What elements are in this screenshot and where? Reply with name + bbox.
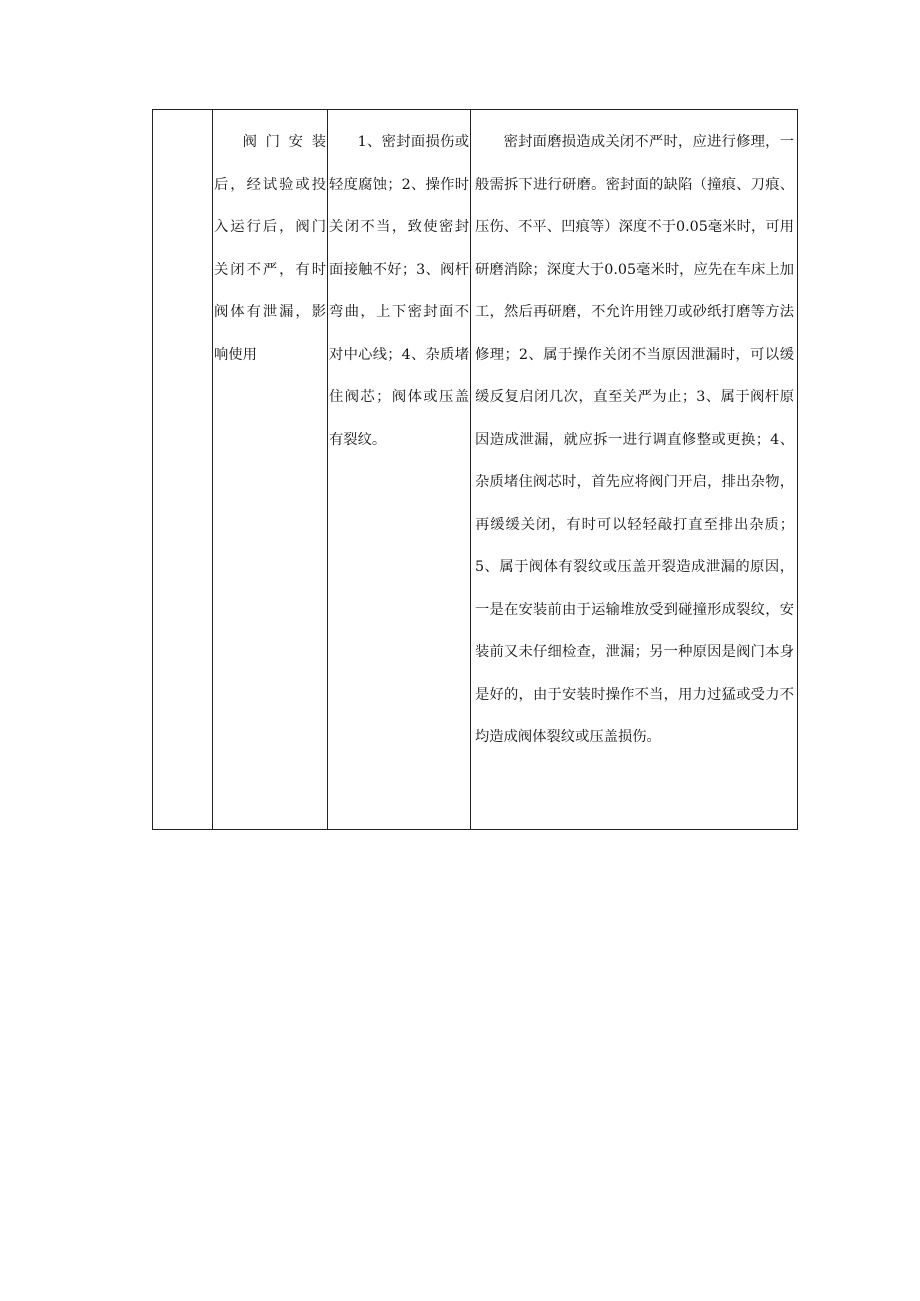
- solution-text: 密封面磨损造成关闭不严时，应进行修理，一般需拆下进行研磨。密封面的缺陷（撞痕、刀痕、压伤、不平、凹痕等）深度不于0.05毫米时，可用研磨消除；深度大于0.05毫米时，应先在车床上加工，然后再研磨，不允许用锉刀或砂纸打磨等方法修理；2、属于操作关闭不当原因泄漏时，可以缓缓反复启闭几次，直至关严为止；3、属于阀杆原因造成泄漏，就应拆一进行调直修整或更换；4、杂质堵住阀芯时，首先应将阀门开启，排出杂物，再缓缓关闭，有时可以轻轻敲打直至排出杂质；5、属于阀体有裂纹或压盖开裂造成泄漏的原因，一是在安装前由于运输堆放受到碰撞形成裂纹，安装前又未仔细检查，泄漏；另一种原因是阀门本身是好的，由于安装时操作不当，用力过猛或受力不均造成阀体裂纹或压盖损伤。: [475, 134, 794, 745]
- table-row: [153, 110, 798, 830]
- cause-text: 1、密封面损伤或轻度腐蚀；2、操作时关闭不当，致使密封面接触不好；3、阀杆弯曲，上下密封面不对中心线；4、杂质堵住阀芯；阀体或压盖有裂纹。: [329, 134, 469, 448]
- table-cell-solution: [471, 110, 798, 830]
- table-cell-empty: [153, 110, 213, 830]
- document-table: [152, 109, 798, 830]
- table-cell-phenomenon: [213, 110, 328, 830]
- table-cell-cause: [328, 110, 471, 830]
- phenomenon-text: 阀门安装后，经试验或投入运行后，阀门关闭不严，有时阀体有泄漏，影响使用: [214, 134, 326, 363]
